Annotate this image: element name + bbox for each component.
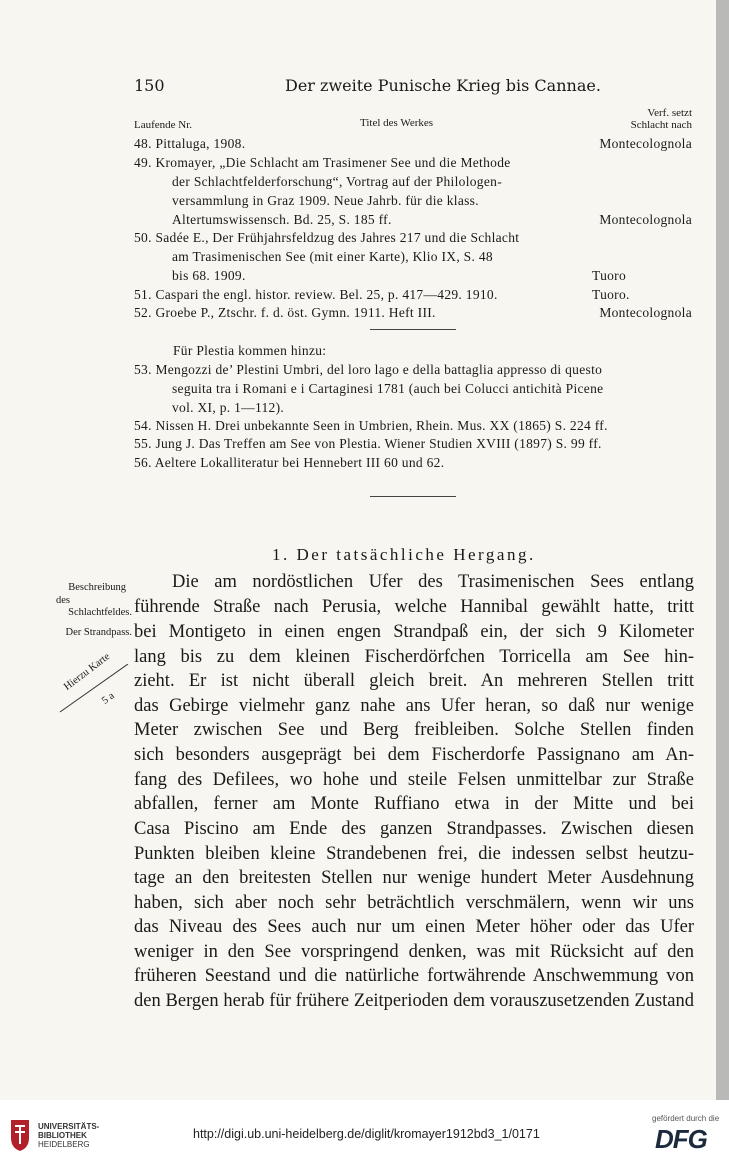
entry-50: 50. Sadée E., Der Frühjahrsfeldzug des Jahres 217 und die Schlacht [134, 230, 520, 245]
entry-53-cont: seguita tra i Romani e i Cartaginesi 1781 (auch bei Colucci antichità Picene [172, 381, 604, 396]
map-reference-number: 5 a [100, 690, 117, 707]
entry-49-place: Montecolognola [599, 212, 692, 227]
entry-52: 52. Groebe P., Ztschr. f. d. öst. Gymn. 1911. Heft III. [134, 305, 436, 320]
col-header-number: Laufende Nr. [134, 119, 193, 131]
entry-50-cont: bis 68. 1909. [172, 268, 246, 283]
body-line: haben, sich aber noch sehr beträchtlich verschmälern, wenn wir uns [134, 893, 694, 913]
library-name-3: HEIDELBERG [38, 1140, 90, 1149]
body-line: Meter zwischen See und Berg freibleiben. Solche Stellen finden [134, 720, 694, 740]
entry-53-cont: vol. XI, p. 1—112). [172, 400, 285, 415]
body-line: abfallen, ferner am Monte Ruffiano etwa in der Mitte und bei [134, 794, 694, 814]
plestia-intro: Für Plestia kommen hinzu: [173, 343, 327, 358]
section-heading: 1. Der tatsächliche Hergang. [272, 545, 536, 564]
col-header-title: Titel des Werkes [360, 117, 434, 129]
body-line: fang des Defilees, wo hohe und steile Felsen unmittelbar zur Straße [134, 770, 694, 790]
page-edge [716, 0, 729, 1100]
map-reference-text: Hierzu Karte [62, 651, 113, 693]
entry-50-cont: am Trasimenischen See (mit einer Karte), Klio IX, S. 48 [172, 249, 493, 264]
sponsor-caption: gefördert durch die [652, 1114, 720, 1123]
col-header-place-1: Verf. setzt [647, 107, 692, 119]
entry-53: 53. Mengozzi de’ Plestini Umbri, del loro lago e della battaglia appresso di questo [134, 362, 603, 377]
body-line: das Gebirge vielmehr ganz nahe ans Ufer heran, so daß nur wenige [134, 696, 694, 716]
library-name-1: UNIVERSITÄTS- [38, 1122, 100, 1131]
body-line: weniger in den See vorspringend denken, was mit Rücksicht auf den [134, 942, 694, 962]
dfg-logo: DFG [655, 1124, 707, 1154]
entry-48-place: Montecolognola [599, 136, 692, 151]
entry-49: 49. Kromayer, „Die Schlacht am Trasimener See und die Methode [134, 155, 511, 170]
body-line: Casa Piscino am Ende des ganzen Strandpasses. Zwischen diesen [134, 819, 694, 839]
entry-48: 48. Pittaluga, 1908. [134, 136, 246, 151]
library-name-2: BIBLIOTHEK [38, 1131, 87, 1140]
separator-rule [370, 496, 456, 497]
entry-49-cont: Altertumswissensch. Bd. 25, S. 185 ff. [172, 212, 392, 227]
body-line: führende Straße nach Perusia, welche Hannibal gewählt hatte, tritt [134, 597, 694, 617]
body-line: das Niveau des Sees auch nur um einen Meter höher oder das Ufer [134, 917, 694, 937]
entry-55: 55. Jung J. Das Treffen am See von Plestia. Wiener Studien XVIII (1897) S. 99 ff. [134, 436, 602, 451]
margin-note-4: Der Strandpass. [65, 627, 132, 638]
entry-51: 51. Caspari the engl. histor. review. Bel. 25, p. 417—429. 1910. [134, 287, 498, 302]
university-seal-icon [8, 1118, 32, 1152]
source-url-link[interactable]: http://digi.ub.uni-heidelberg.de/diglit/kromayer1912bd3_1/0171 [193, 1127, 540, 1141]
entry-49-cont: versammlung in Graz 1909. Neue Jahrb. für die klass. [172, 193, 479, 208]
col-header-place-2: Schlacht nach [630, 119, 692, 131]
margin-note-1: Beschreibung [68, 582, 126, 593]
entry-51-place: Tuoro. [592, 287, 630, 302]
separator-rule [370, 329, 456, 330]
body-line: lang bis zu dem kleinen Fischerdörfchen Torricella am See hin- [134, 647, 694, 667]
body-line: früheren Seestand und die natürliche fortwährende Anschwemmung von [134, 966, 694, 986]
footer [0, 1100, 729, 1164]
body-line: den Bergen herab für frühere Zeitperioden dem vorauszusetzenden Zustand [134, 991, 694, 1011]
page-number: 150 [134, 76, 165, 95]
running-title: Der zweite Punische Krieg bis Cannae. [285, 76, 601, 95]
body-line: bei Montigeto in einen engen Strandpaß ein, der sich 9 Kilometer [134, 622, 694, 642]
body-line: sich besonders ausgeprägt bei dem Fischerdorfe Passignano am An- [134, 745, 694, 765]
body-line: Punkten bleiben kleine Strandebenen frei, die indessen selbst heutzu- [134, 844, 694, 864]
entry-52-place: Montecolognola [599, 305, 692, 320]
map-reference [56, 651, 136, 714]
body-line: tage an den breitesten Stellen nur wenige hundert Meter Ausdehnung [134, 868, 694, 888]
margin-note-2: des [56, 595, 70, 606]
entry-54: 54. Nissen H. Drei unbekannte Seen in Umbrien, Rhein. Mus. XX (1865) S. 224 ff. [134, 418, 608, 433]
margin-note-3: Schlachtfeldes. [68, 607, 132, 618]
entry-56: 56. Aeltere Lokalliteratur bei Hennebert III 60 und 62. [134, 455, 445, 470]
body-line: zieht. Er ist nicht überall gleich breit. An mehreren Stellen tritt [134, 671, 694, 691]
body-line: Die am nordöstlichen Ufer des Trasimenischen Sees entlang [172, 572, 694, 592]
entry-49-cont: der Schlachtfelderforschung“, Vortrag auf der Philologen- [172, 174, 502, 189]
entry-50-place: Tuoro [592, 268, 627, 283]
